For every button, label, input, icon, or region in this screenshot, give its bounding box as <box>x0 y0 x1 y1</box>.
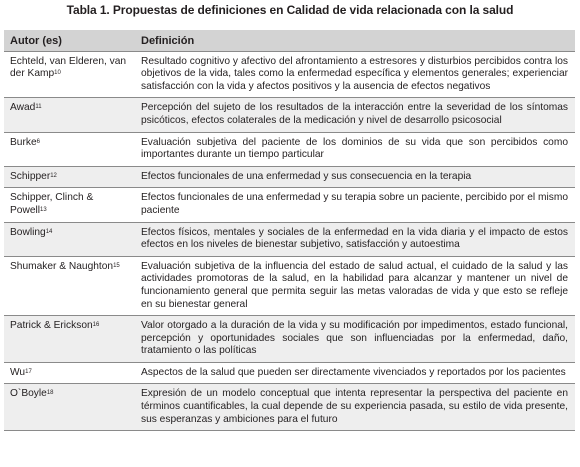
table-row <box>4 98 575 132</box>
table-row <box>4 132 575 166</box>
author-cell <box>4 51 135 98</box>
author-name: O`Boyle <box>10 388 47 400</box>
author-cell <box>4 132 135 166</box>
definition-cell: Expresión de un modelo conceptual que intenta representar la perspectiva del paciente en términos cuantificables, la cual depende de su experiencia pasada, su estilo de vida presente, sus esperanzas y ambiciones para el futuro <box>135 384 575 431</box>
header-definition: Definición <box>135 30 575 51</box>
reference-number: 14 <box>45 228 53 235</box>
table-row <box>4 384 575 431</box>
author-name: Schipper <box>10 170 51 182</box>
definition-cell: Efectos físicos, mentales y sociales de la enfermedad en la vida diaria y el impacto de estos efectos en los niveles de bienestar subjetivo, satisfacción y autoestima <box>135 222 575 256</box>
definition-cell: Valor otorgado a la duración de la vida y su modificación por impedimentos, estado funcional, percepción y oportunidades sociales que son influenciadas por la enfermedad, daño, tratamiento o las políticas <box>135 316 575 363</box>
reference-number: 15 <box>113 262 120 269</box>
reference-number: 13 <box>40 206 47 213</box>
author-cell <box>4 384 135 431</box>
reference-number: 11 <box>35 104 42 111</box>
reference-number: 12 <box>50 172 57 179</box>
author-cell <box>4 98 135 132</box>
author-cell <box>4 316 135 363</box>
table-row <box>4 316 575 363</box>
table-header-row <box>4 30 575 51</box>
table-row <box>4 166 575 188</box>
table-body <box>4 51 575 431</box>
definition-cell: Efectos funcionales de una enfermedad y su terapia sobre un paciente, percibido por el mismo paciente <box>135 188 575 222</box>
author-name: Awad <box>10 102 36 114</box>
reference-number: 6 <box>36 138 40 145</box>
author-cell <box>4 222 135 256</box>
reference-number: 16 <box>92 322 100 329</box>
author-cell <box>4 188 135 222</box>
reference-number: 18 <box>46 390 54 397</box>
table-row <box>4 51 575 98</box>
definition-cell: Resultado cognitivo y afectivo del afrontamiento a estresores y disturbios percibidos contra los objetivos de la vida, tales como la enfermedad específica y elementos generales; experienciar satisfacción con la vida y afectos positivos y la ausencia de efectos negativos <box>135 51 575 98</box>
definition-cell: Evaluación subjetiva de la influencia del estado de salud actual, el cuidado de la salud y las actividades promotoras de la salud, en la habilidad para alcanzar y mantener un nivel de funcionamiento general que permita seguir las metas valoradas de vida y que esto se refleje en su bienestar general <box>135 256 575 315</box>
author-cell <box>4 166 135 188</box>
author-name: Shumaker & Naughton <box>10 260 114 272</box>
table-row <box>4 188 575 222</box>
definition-cell: Percepción del sujeto de los resultados de la interacción entre la severidad de los síntomas psicóticos, efectos colaterales de la medicación y nivel de desarrollo psicosocial <box>135 98 575 132</box>
table-row <box>4 256 575 315</box>
definition-cell: Aspectos de la salud que pueden ser directamente vivenciados y reportados por los pacientes <box>135 362 575 384</box>
author-name: Burke <box>10 136 37 148</box>
author-cell <box>4 362 135 384</box>
definition-cell: Evaluación subjetiva del paciente de los dominios de su vida que son percibidos como importantes durante un tiempo particular <box>135 132 575 166</box>
author-name: Bowling <box>10 226 46 238</box>
definition-cell: Efectos funcionales de una enfermedad y sus consecuencia en la terapia <box>135 166 575 188</box>
reference-number: 10 <box>54 70 61 77</box>
author-name: Schipper, Clinch & Powell <box>10 192 94 216</box>
header-author: Autor (es) <box>4 30 135 51</box>
author-cell <box>4 256 135 315</box>
table-row <box>4 222 575 256</box>
author-name: Wu <box>10 366 26 378</box>
table-row <box>4 362 575 384</box>
author-name: Patrick & Erickson <box>10 320 93 332</box>
definitions-table <box>4 30 575 431</box>
author-name: Echteld, van Elderen, van der Kamp <box>10 55 127 80</box>
table-caption: Tabla 1. Propuestas de definiciones en Calidad de vida relacionada con la salud <box>66 3 514 17</box>
reference-number: 17 <box>25 368 32 375</box>
